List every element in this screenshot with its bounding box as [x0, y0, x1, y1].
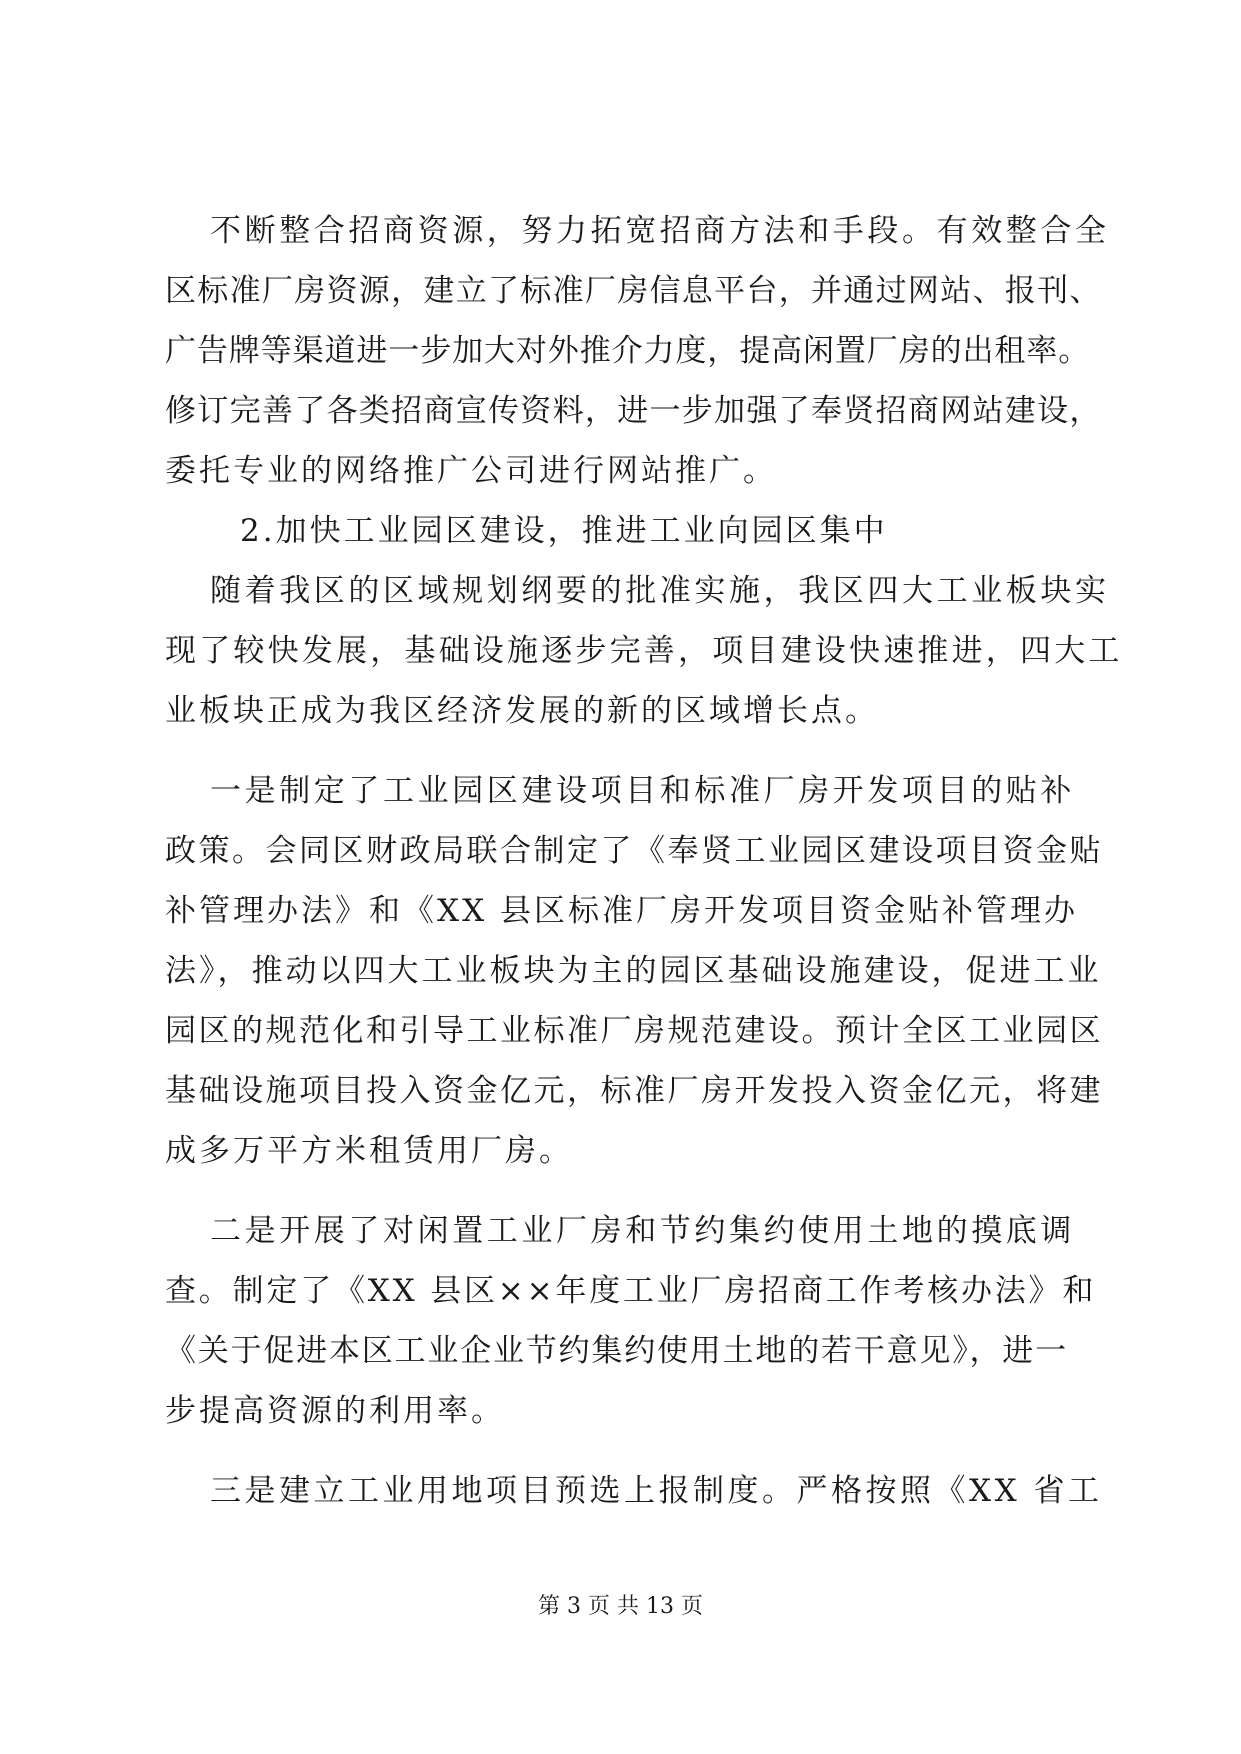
body-text-line: 成多万平方米租赁用厂房。	[165, 1133, 573, 1169]
section-heading: 2.加快工业园区建设，推进工业向园区集中	[240, 513, 888, 549]
body-text-line: 业板块正成为我区经济发展的新的区域增长点。	[165, 693, 879, 729]
body-text-line: 广告牌等渠道进一步加大对外推介力度，提高闲置厂房的出租率。	[165, 333, 1091, 369]
body-text-line: 区标准厂房资源，建立了标准厂房信息平台，并通过网站、报刊、	[165, 273, 1102, 309]
body-text-line: 不断整合招商资源，努力拓宽招商方法和手段。有效整合全	[210, 213, 1110, 249]
body-text-line: 园区的规范化和引导工业标准厂房规范建设。预计全区工业园区	[165, 1013, 1103, 1049]
body-text-line: 基础设施项目投入资金亿元，标准厂房开发投入资金亿元，将建	[165, 1073, 1103, 1109]
body-text-line: 法》，推动以四大工业板块为主的园区基础设施建设，促进工业	[165, 953, 1102, 989]
page-number-footer: 第 3 页 共 13 页	[538, 1594, 703, 1619]
body-text-line: 《关于促进本区工业企业节约集约使用土地的若干意见》，进一	[165, 1333, 1068, 1369]
body-text-line: 补管理办法》和《XX 县区标准厂房开发项目资金贴补管理办	[165, 893, 1078, 929]
body-text-line: 现了较快发展，基础设施逐步完善，项目建设快速推进，四大工	[165, 633, 1123, 669]
body-text-line: 委托专业的网络推广公司进行网站推广。	[165, 453, 777, 489]
body-text-line: 修订完善了各类招商宣传资料，进一步加强了奉贤招商网站建设，	[165, 393, 1102, 429]
body-text-line: 二是开展了对闲置工业厂房和节约集约使用土地的摸底调	[210, 1213, 1075, 1249]
body-text-line: 一是制定了工业园区建设项目和标准厂房开发项目的贴补	[210, 773, 1075, 809]
body-text-line: 步提高资源的利用率。	[165, 1393, 505, 1429]
body-text-line: 随着我区的区域规划纲要的批准实施，我区四大工业板块实	[210, 573, 1110, 609]
body-text-line: 查。制定了《XX 县区××年度工业厂房招商工作考核办法》和	[165, 1273, 1097, 1309]
body-text-line: 政策。会同区财政局联合制定了《奉贤工业园区建设项目资金贴	[165, 833, 1103, 869]
body-text-line: 三是建立工业用地项目预选上报制度。严格按照《XX 省工	[210, 1473, 1103, 1509]
